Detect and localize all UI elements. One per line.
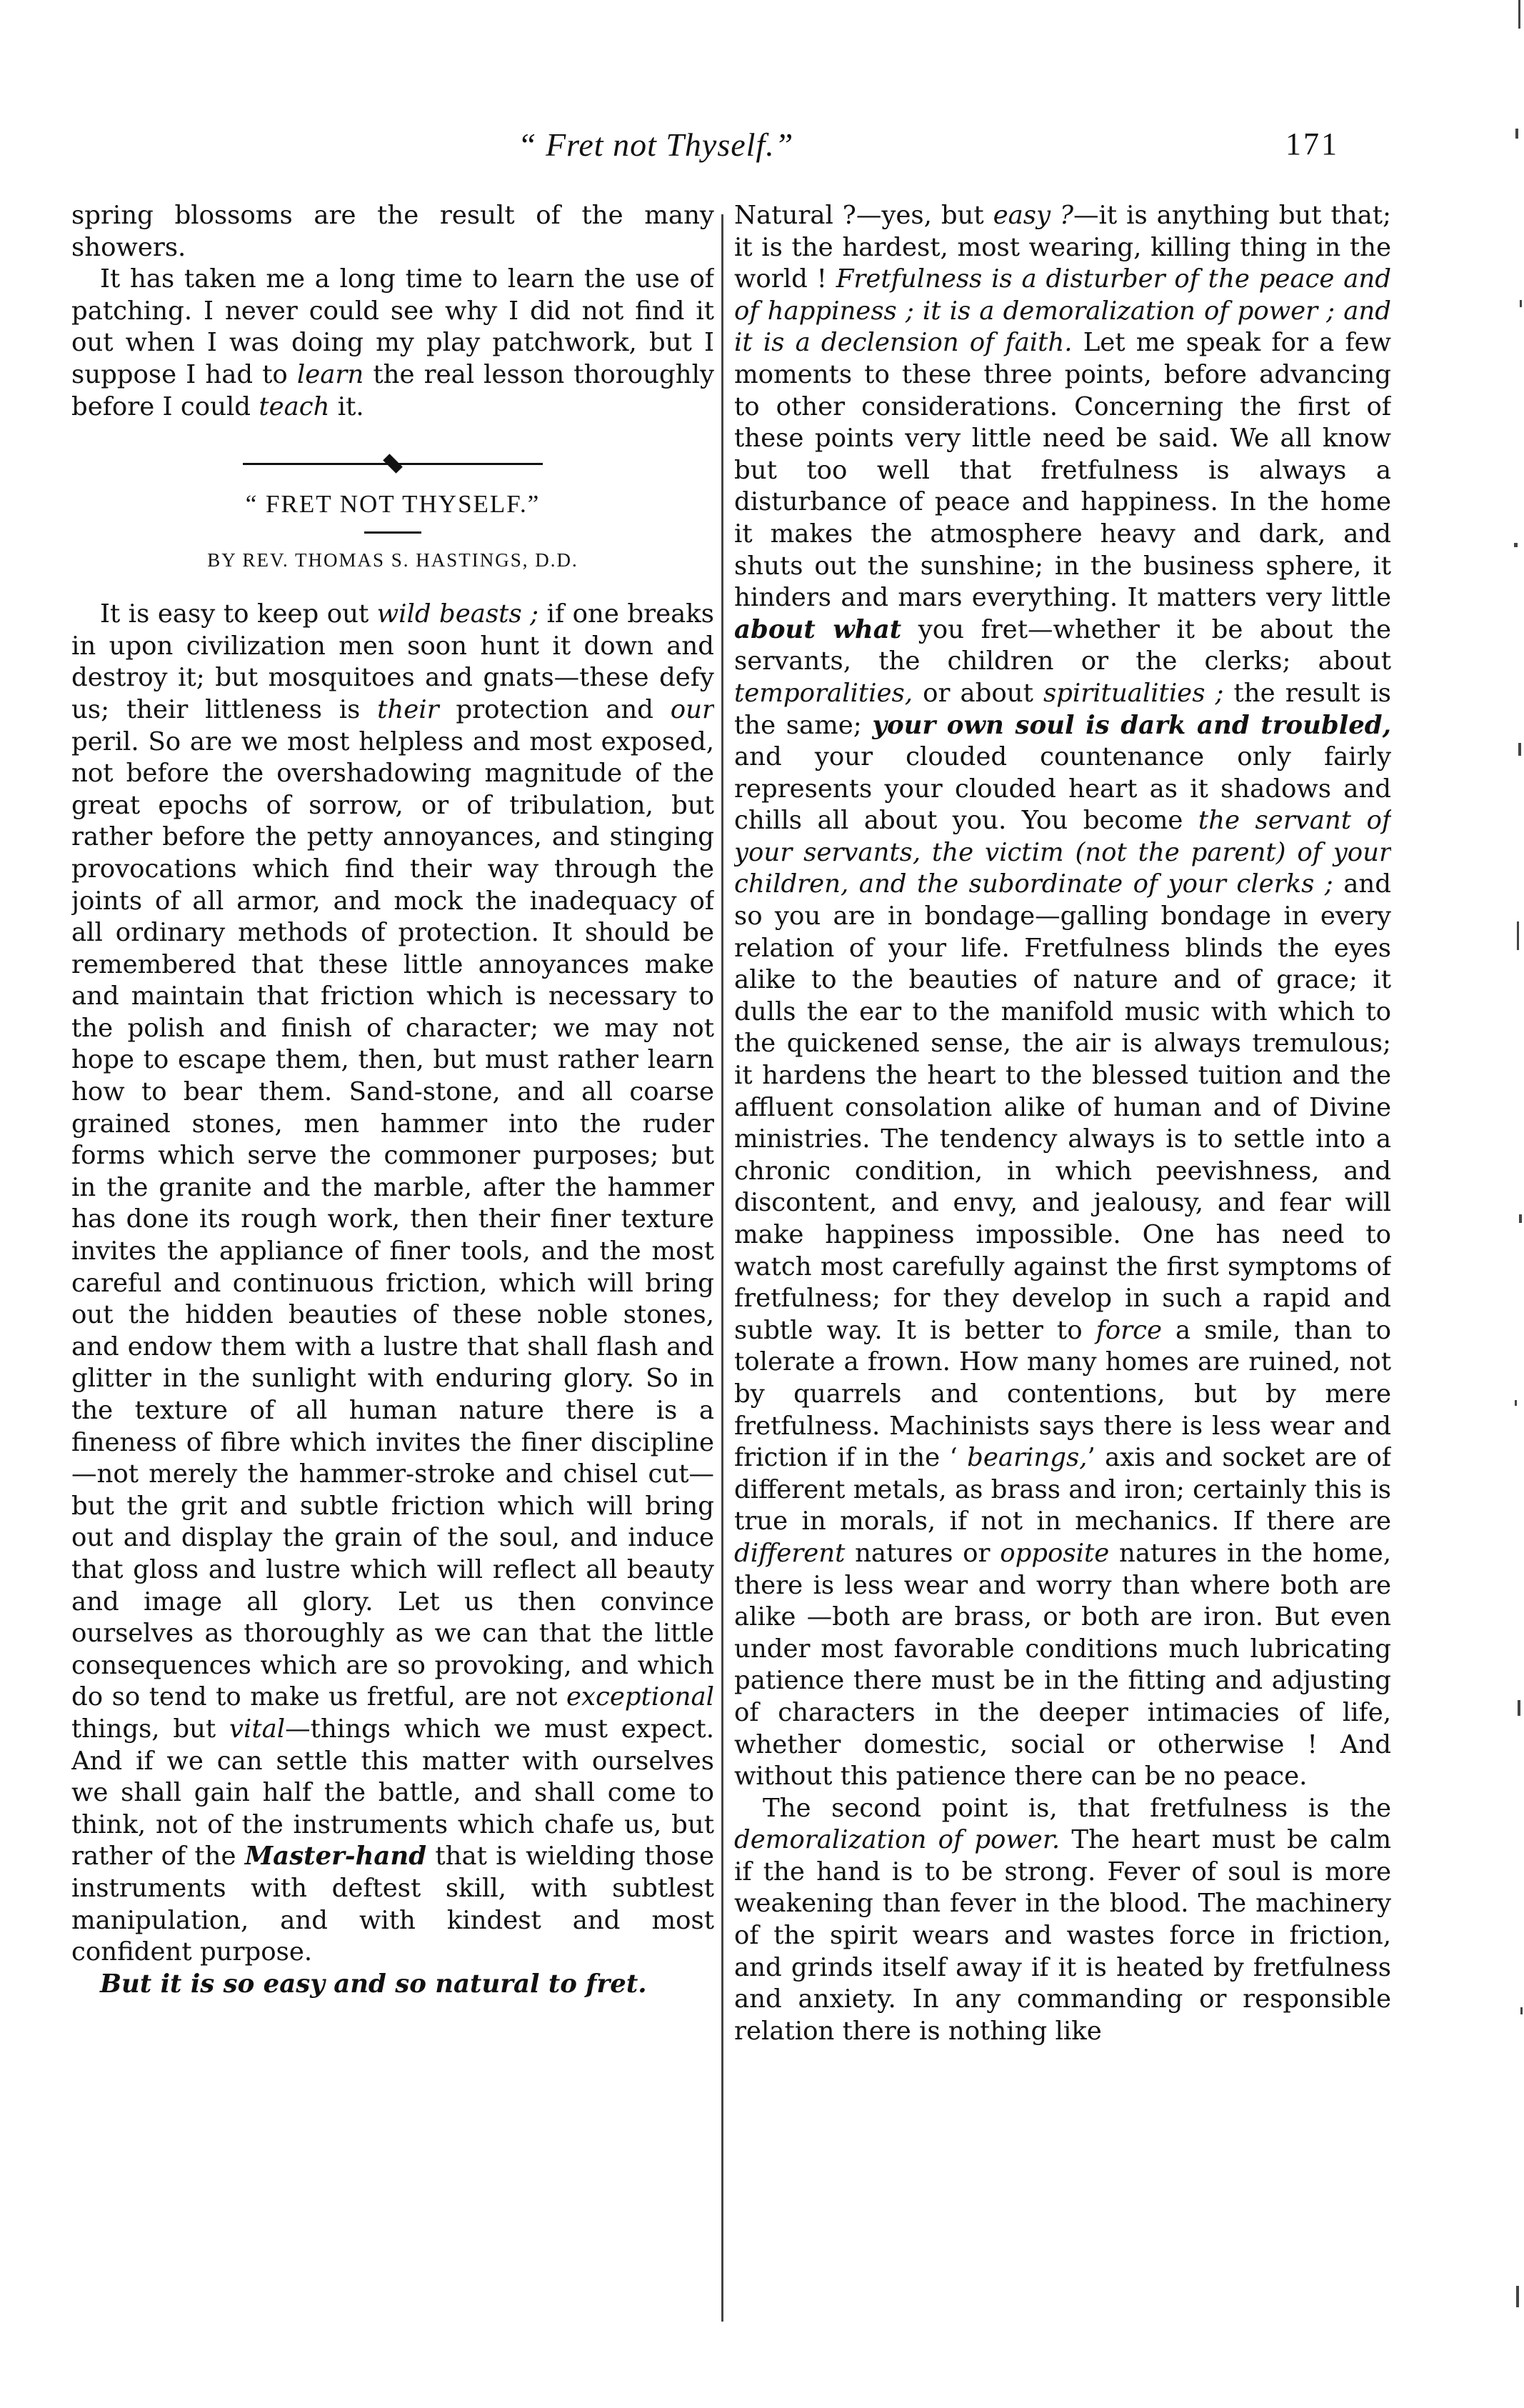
article-byline: BY REV. THOMAS S. HASTINGS, D.D. (207, 549, 578, 571)
body-paragraph-2: But it is so easy and so natural to fret. (100, 1969, 647, 1999)
previous-article-ending-2: It has taken me a long time to learn the use of patching. I never could see why I did not find it out when I was doing my play patchwork, but I suppose I had to learn the real lesson thoroughly before I could teach it. (71, 264, 714, 421)
previous-article-ending-1: spring blossoms are the result of the many showers. (71, 201, 714, 262)
body-paragraph-4: The second point is, that fretfulness is the demoralization of power. The heart must be calm if the hand is to be strong. Fever of soul is more weakening than fever in the blood. The machinery of the spirit wears and wastes force in friction, and grinds itself away if it is heated by fretfulness and anxiety. In any commanding or responsible relation there is nothing like (734, 1793, 1391, 2046)
right-column (734, 200, 1391, 2314)
title-rule (364, 531, 421, 534)
running-header (0, 126, 1524, 176)
article-title: “ FRET NOT THYSELF.” (245, 490, 541, 519)
body-paragraph-3: Natural ?—yes, but easy ?—it is anything but that; it is the hardest, most wearing, killing thing in the world ! Fretfulness is a disturber of the peace and of happiness ; it is a demoralization of power ; and it is a declension of faith. Let me speak for a few moments to these three points, before advancing to other considerations. Concerning the first of these points very little need be said. We all know but too well that fretfulness is always a disturbance of peace and happiness. In the home it makes the atmosphere heavy and dark, and shuts out the sunshine; in the business sphere, it hinders and mars everything. It matters very little about what you fret—whether it be about the servants, the children or the clerks; about temporalities, or about spiritualities ; the result is the same; your own soul is dark and troubled, and your clouded countenance only fairly represents your clouded heart as it shadows and chills all about you. You become the servant of your servants, the victim (not the parent) of your children, and the subordinate of your clerks ; and so you are in bondage—galling bondage in every relation of your life. Fretfulness blinds the eyes alike to the beauties of nature and of grace; it dulls the ear to the manifold music with which to the quickened sense, the air is always tremulous; it hardens the heart to the blessed tuition and the affluent consolation alike of human and of Divine ministries. The tendency always is to settle into a chronic condition, in which peevishness, and discontent, and envy, and jealousy, and fear will make happiness impossible. One has need to watch most carefully against the first symptoms of fretfulness; for they develop in such a rapid and subtle way. It is better to force a smile, than to tolerate a frown. How many homes are ruined, not by quarrels and contentions, but by mere fretfulness. Machinists says there is less wear and friction if in the ‘ bearings,’ axis and socket are of different metals, as brass and iron; certainly this is true in morals, if not in mechanics. If there are different natures or opposite natures in the home, there is less wear and worry than where both are alike —both are brass, or both are iron. But even under most favorable conditions much lubricating patience there must be in the fitting and adjusting of characters in the deeper intimacies of life, whether domestic, social or otherwise ! And without this patience there can be no peace. (734, 201, 1391, 1792)
left-column (71, 200, 714, 2314)
page-number: 171 (1285, 126, 1339, 161)
column-rule (721, 214, 723, 2322)
page-edge-specks (1503, 0, 1524, 2408)
body-paragraph-1: It is easy to keep out wild beasts ; if one breaks in upon civilization men soon hunt it down and destroy it; but mosquitoes and gnats—these defy us; their littleness is their protection and our peril. So are we most helpless and most exposed, not before the overshadowing magnitude of the great epochs of sorrow, or of tribulation, but rather before the petty annoyances, and stinging provocations which find their way through the joints of all armor, and mock the inadequacy of all ordinary methods of protection. It should be remembered that these little annoyances make and maintain that friction which is necessary to the polish and finish of character; we may not hope to escape them, then, but must rather learn how to bear them. Sand-stone, and all coarse grained stones, men hammer into the ruder forms which serve the commoner purposes; but in the granite and the marble, after the hammer has done its rough work, then their finer texture invites the appliance of finer tools, and the most careful and continuous friction, which will bring out the hidden beauties of these noble stones, and endow them with a lustre that shall flash and glitter in the sunlight with enduring glory. So in the texture of all human nature there is a fineness of fibre which invites the finer discipline—not merely the hammer-stroke and chisel cut—but the grit and subtle friction which will bring out and display the grain of the soul, and induce that gloss and lustre which will reflect all beauty and image all glory. Let us then convince ourselves as thoroughly as we can that the little consequences which are so provoking, and which do so tend to make us fretful, are not exceptional things, but vital—things which we must expect. And if we can settle this matter with ourselves we shall gain half the battle, and shall come to think, not of the instruments which chafe us, but rather of the Master-hand that is wielding those instruments with deftest skill, with subtlest manipulation, and with kindest and most confident purpose. (71, 599, 714, 1967)
running-title: “ Fret not Thyself.” (518, 126, 794, 163)
section-divider-ornament (243, 450, 543, 479)
